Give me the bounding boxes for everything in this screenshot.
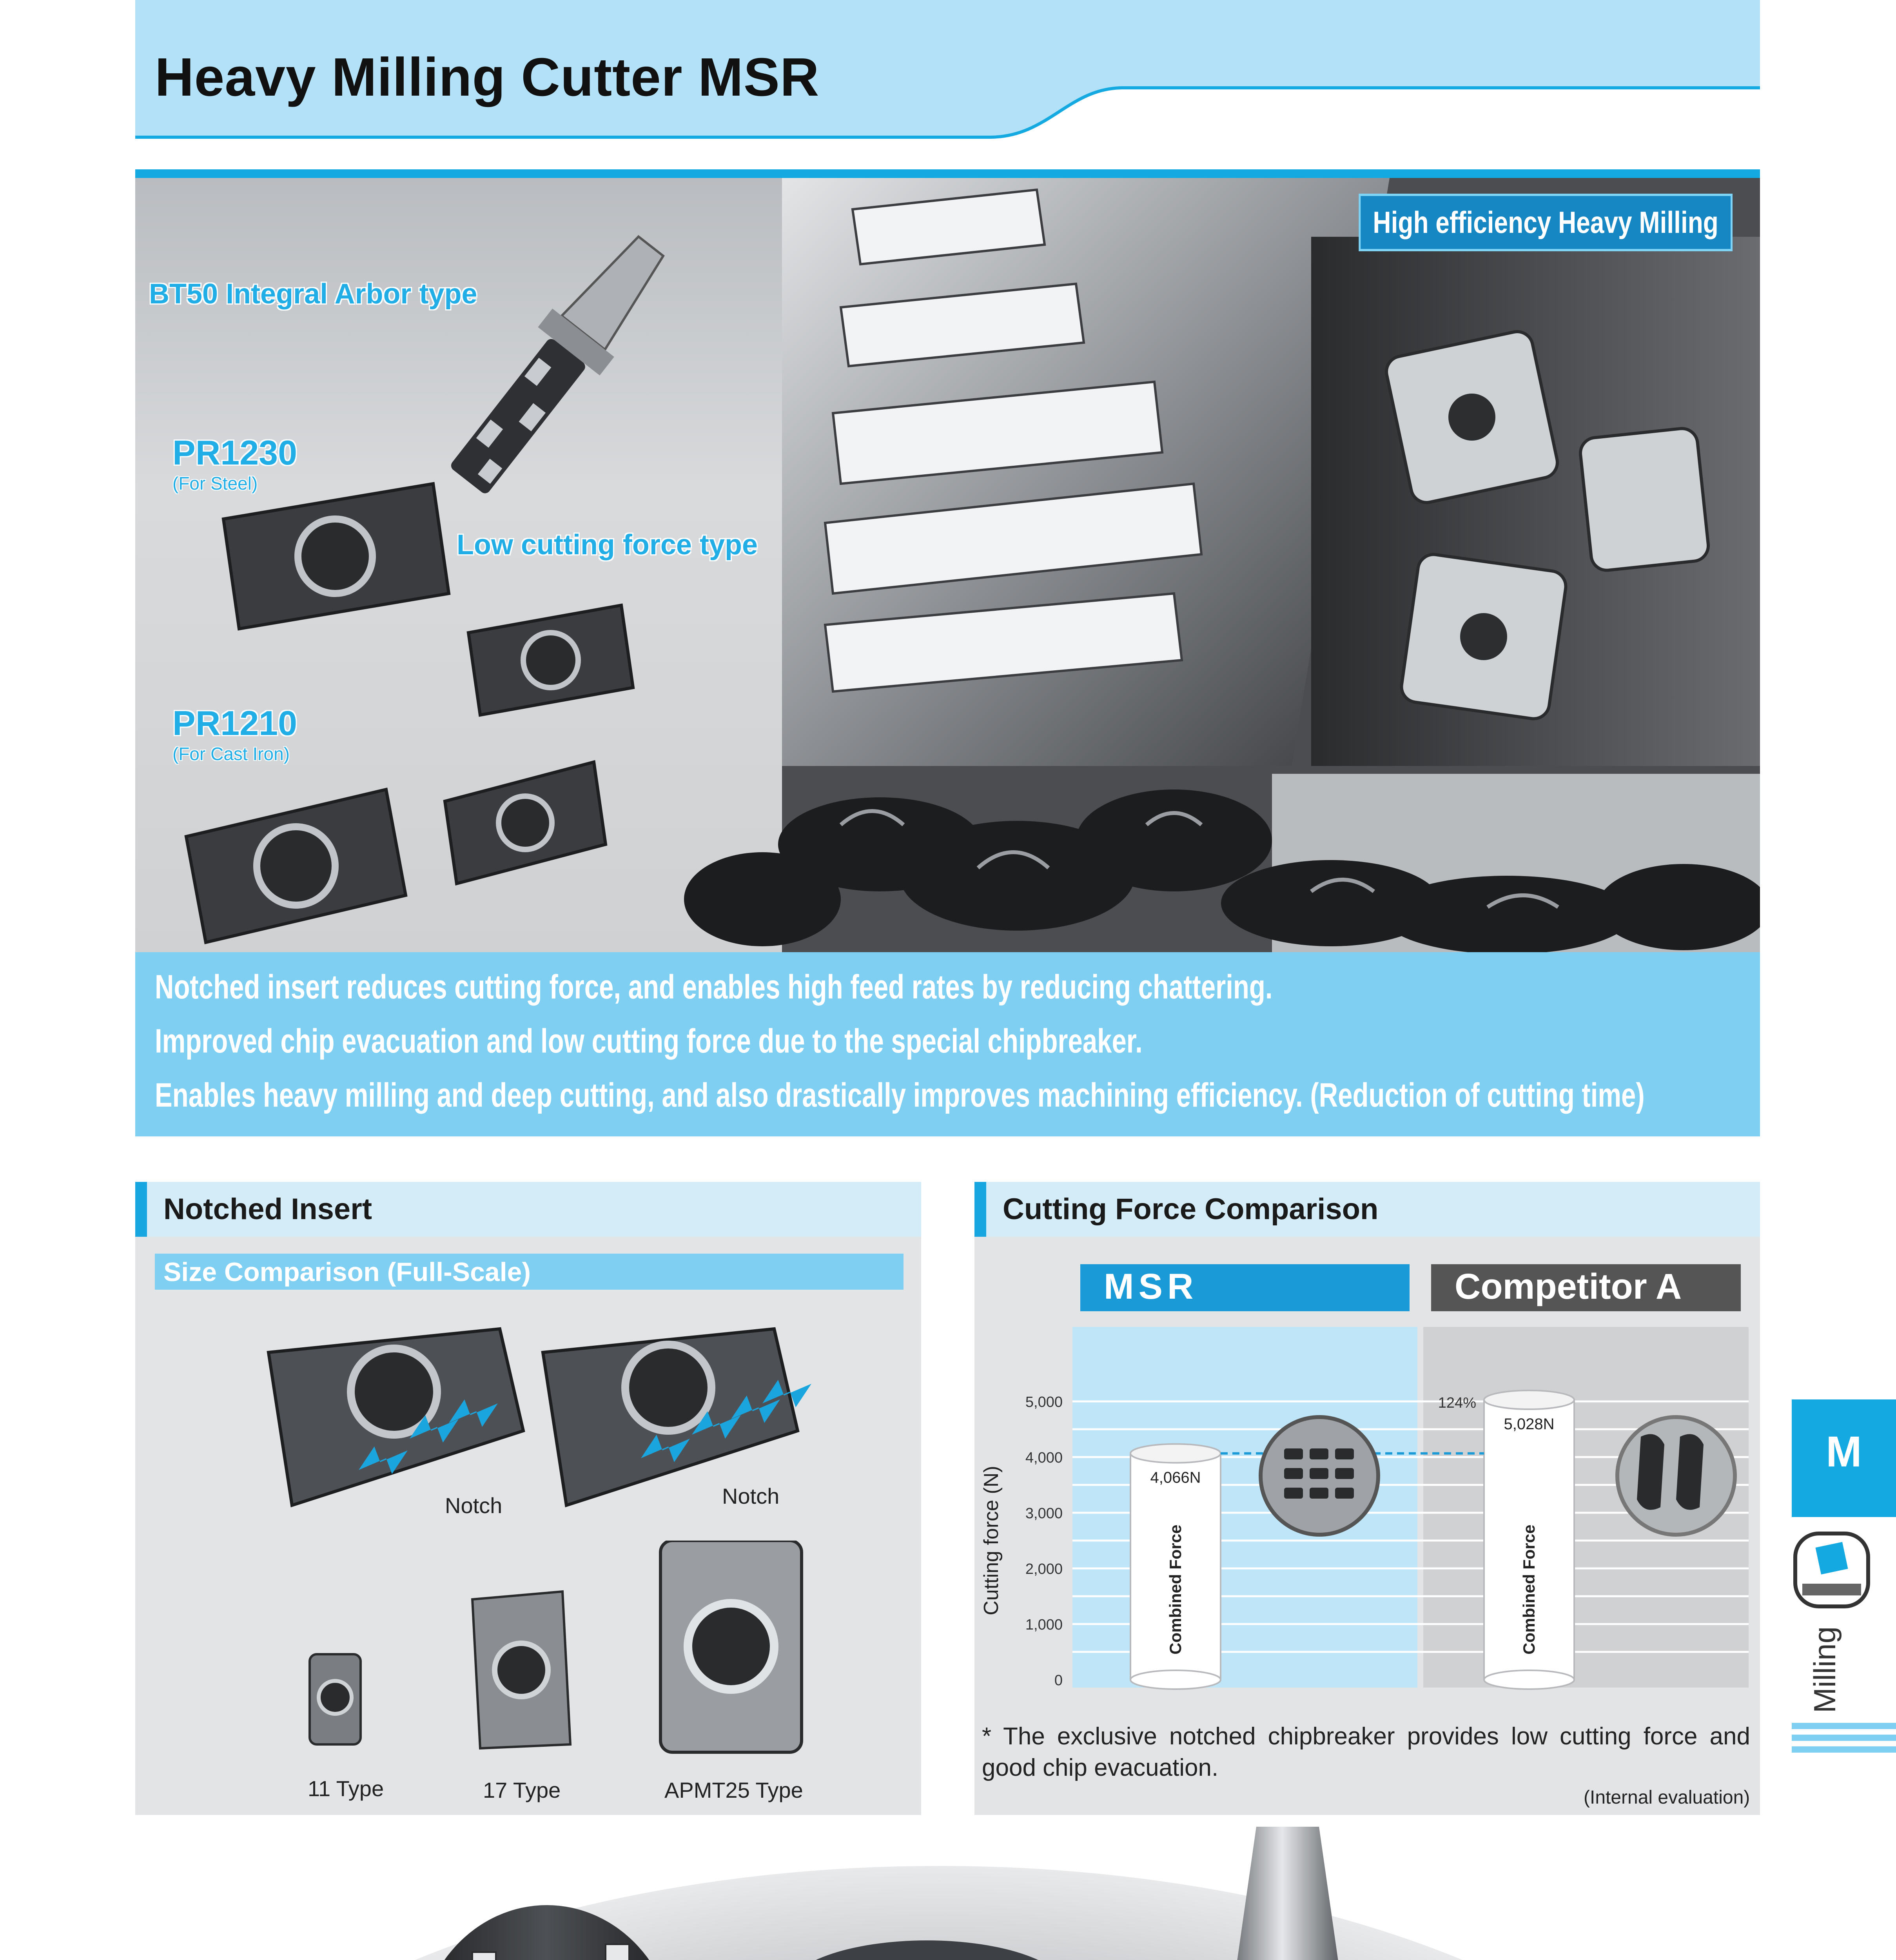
type-label-17: 17 Type <box>483 1778 561 1802</box>
header-rule <box>135 169 1760 178</box>
section-marker <box>974 1182 986 1237</box>
section-tab-letter: M <box>1826 1428 1862 1476</box>
chart-percent-label: 124% <box>1438 1395 1476 1412</box>
chart-bar-cap <box>1484 1390 1574 1409</box>
notch-label-b: Notch <box>722 1484 780 1508</box>
chip-piece <box>1335 1468 1354 1479</box>
label-pr1230-sub: (For Steel) <box>172 473 258 494</box>
chart-group-headers <box>1080 1264 1741 1311</box>
size-comparison-tab <box>155 1254 904 1290</box>
chip-piece <box>1310 1448 1328 1459</box>
label-pr1210: PR1210 <box>172 704 298 742</box>
chip-sample-competitor <box>1617 1417 1735 1535</box>
notched-insert-illustrations <box>135 1294 921 1544</box>
label-low-force: Low cutting force type <box>457 529 758 561</box>
chip-piece <box>1284 1448 1303 1459</box>
notch-label-a: Notch <box>445 1493 503 1518</box>
hero-image <box>135 178 1760 952</box>
insert-low-force <box>468 605 633 715</box>
side-tab-milling: Milling <box>1807 1626 1842 1713</box>
chip-piece <box>1284 1468 1303 1479</box>
feature-banner <box>135 952 1760 1136</box>
insert-pr1210 <box>186 762 606 942</box>
type-label-11: 11 Type <box>308 1776 384 1801</box>
chart-category-label: Competitor A <box>1455 1267 1682 1307</box>
page-title: Heavy Milling Cutter MSR <box>155 47 820 107</box>
cutting-force-header <box>974 1182 1760 1237</box>
chart-series-label: Combined Force <box>1520 1524 1538 1655</box>
milling-icon <box>1791 1529 1873 1611</box>
side-rule-2 <box>1792 1735 1896 1741</box>
label-pr1210-sub: (For Cast Iron) <box>172 744 290 764</box>
feature-line-2: Improved chip evacuation and low cutting force due to the special chipbreaker. <box>155 1022 1143 1060</box>
chart-tick-label: 0 <box>1054 1672 1063 1689</box>
label-bt50: BT50 Integral Arbor type <box>149 278 477 310</box>
section-marker <box>135 1182 147 1237</box>
size-comparison-label: Size Comparison (Full-Scale) <box>163 1257 531 1287</box>
cutting-force-title: Cutting Force Comparison <box>1003 1192 1379 1226</box>
feature-line-3: Enables heavy milling and deep cutting, and also drastically improves machining efficiency. (Reduction of cutting time) <box>155 1076 1645 1114</box>
feature-line-1: Notched insert reduces cutting force, and enables high feed rates by reducing chattering. <box>155 968 1273 1006</box>
section-tab-m[interactable] <box>1792 1399 1896 1517</box>
insert-pr1230 <box>223 484 449 629</box>
chip-piece <box>1335 1448 1354 1459</box>
chart-bar-base <box>1130 1670 1221 1689</box>
chart-tick-labels <box>980 1394 1063 1689</box>
chart-bar-cap <box>1130 1444 1221 1463</box>
type-label-apmt25: APMT25 Type <box>664 1778 803 1802</box>
notched-insert-title: Notched Insert <box>163 1192 372 1226</box>
side-rule-1 <box>1792 1723 1896 1729</box>
chip-piece <box>1310 1468 1328 1479</box>
product-lineup-photo <box>135 1827 1760 1960</box>
chart-series-label: Combined Force <box>1166 1524 1185 1655</box>
insert-apmt25-type <box>660 1541 802 1752</box>
size-comparison-inserts <box>135 1541 921 1776</box>
cutting-force-chart <box>974 1252 1760 1723</box>
chart-y-axis-label: Cutting force (N) <box>980 1466 1003 1615</box>
chart-tick-label: 5,000 <box>1025 1394 1063 1410</box>
chart-category-label: MSR <box>1104 1267 1198 1307</box>
chip-piece <box>1284 1488 1303 1499</box>
notched-insert-header <box>135 1182 921 1237</box>
chart-tick-label: 1,000 <box>1025 1617 1063 1633</box>
side-rule-3 <box>1792 1746 1896 1753</box>
label-pr1230: PR1230 <box>172 433 298 472</box>
internal-evaluation: (Internal evaluation) <box>1584 1787 1750 1808</box>
chip-piece <box>1676 1434 1704 1510</box>
chip-piece <box>1310 1488 1328 1499</box>
chart-tick-label: 2,000 <box>1025 1561 1063 1577</box>
insert-11-type <box>310 1654 361 1744</box>
hero-badge: High efficiency Heavy Milling <box>1359 194 1733 251</box>
chip-piece <box>1335 1488 1354 1499</box>
chart-tick-label: 3,000 <box>1025 1505 1063 1522</box>
chip-piece <box>1637 1434 1664 1510</box>
notched-insert-b <box>543 1329 798 1505</box>
chart-value-label: 5,028N <box>1504 1416 1555 1433</box>
chart-tick-label: 4,000 <box>1025 1450 1063 1466</box>
chart-bar-base <box>1484 1670 1574 1689</box>
cutting-force-note: * The exclusive notched chipbreaker provides low cutting force and good chip evacuation. <box>982 1723 1750 1781</box>
insert-17-type <box>472 1592 570 1748</box>
chart-value-label: 4,066N <box>1150 1469 1201 1486</box>
